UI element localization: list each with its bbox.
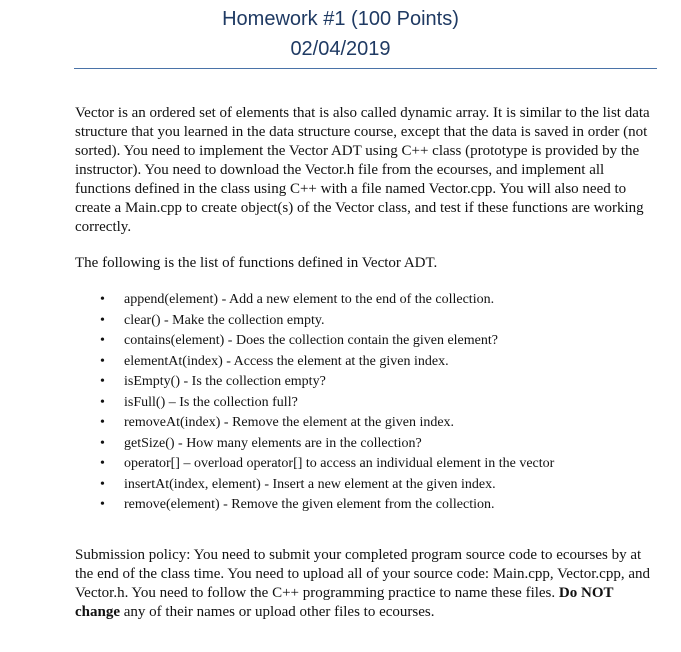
list-item: • elementAt(index) - Access the element at the given index. xyxy=(100,352,660,373)
bullet-icon: • xyxy=(100,312,105,328)
policy-text-end: any of their names or upload other files to ecourses. xyxy=(120,604,435,620)
list-item: • operator[] – overload operator[] to access an individual element in the vector xyxy=(100,454,660,475)
document-title xyxy=(0,4,681,64)
list-item: • isFull() – Is the collection full? xyxy=(100,393,660,414)
bullet-icon: • xyxy=(100,456,105,471)
function-list-intro: The following is the list of functions defined in Vector ADT. xyxy=(75,255,438,271)
function-list xyxy=(100,290,660,516)
list-item: • append(element) - Add a new element to the end of the collection. xyxy=(100,290,660,311)
policy-text: Submission policy: You need to submit your completed program source code to ecourses by at the end of the class time. You need to upload all of your source code: Main.cpp, Vector.cpp, and Vector.h. You need to follow the C++ programming practice to name these files. xyxy=(75,547,651,601)
list-item: • isEmpty() - Is the collection empty? xyxy=(100,372,660,393)
bullet-icon: • xyxy=(100,333,105,348)
list-item: • insertAt(index, element) - Insert a new element at the given index. xyxy=(100,475,660,496)
bullet-icon: • xyxy=(100,353,105,369)
title-divider xyxy=(74,68,657,69)
list-item: • contains(element) - Does the collection contain the given element? xyxy=(100,331,660,352)
list-item: • clear() - Make the collection empty. xyxy=(100,311,660,332)
bullet-icon: • xyxy=(100,476,105,492)
bullet-icon: • xyxy=(100,394,105,410)
bullet-icon: • xyxy=(100,292,105,307)
homework-title: Homework #1 (100 Points) xyxy=(222,8,459,30)
policy-emphasis: Do NOT change xyxy=(75,585,614,620)
bullet-icon: • xyxy=(100,415,105,430)
homework-date: 02/04/2019 xyxy=(290,38,391,60)
bullet-icon: • xyxy=(100,374,105,389)
list-item: • remove(element) - Remove the given element from the collection. xyxy=(100,495,660,516)
bullet-icon: • xyxy=(100,435,105,451)
intro-paragraph: Vector is an ordered set of elements that is also called dynamic array. It is similar to the list data structure that you learned in the data structure course, except that the data is saved in order (not sorted). You need to implement the Vector ADT using C++ class (prototype is provided by the instructor). You need to download the Vector.h file from the ecourses, and implement all functions defined in the class using C++ with a file named Vector.cpp. You will also need to create a Main.cpp to create object(s) of the Vector class, and test if these functions are working correctly. xyxy=(75,105,650,235)
submission-policy xyxy=(75,546,655,622)
list-item: • getSize() - How many elements are in the collection? xyxy=(100,434,660,455)
bullet-icon: • xyxy=(100,497,105,512)
list-item: • removeAt(index) - Remove the element at the given index. xyxy=(100,413,660,434)
